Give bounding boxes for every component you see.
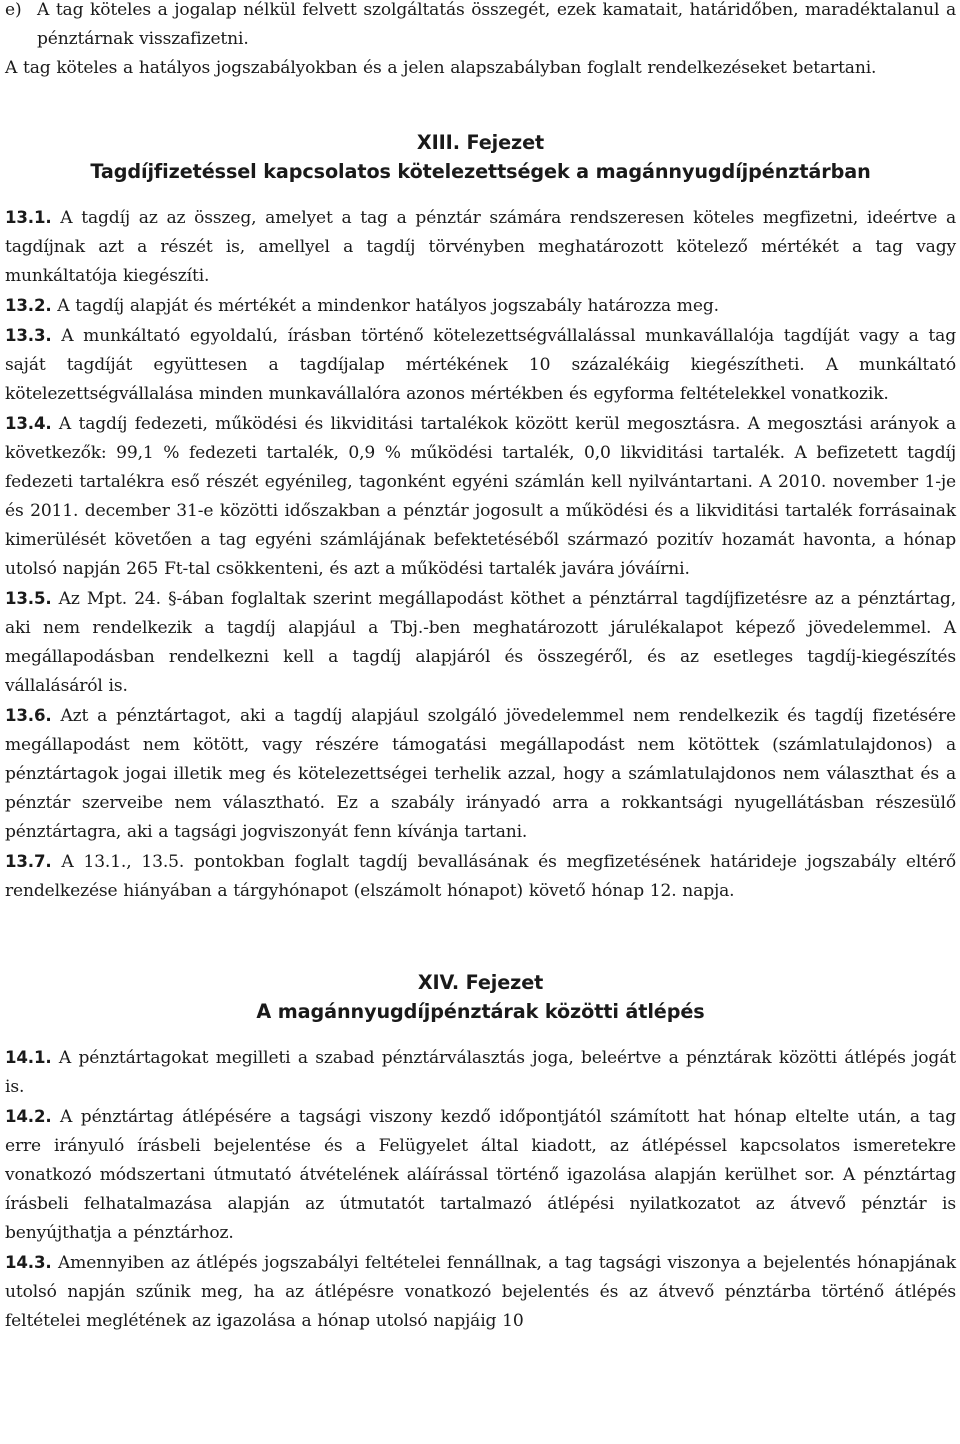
section-number: 14.3.	[5, 1253, 52, 1272]
section-number: 13.7.	[5, 852, 52, 871]
document-page	[5, 0, 956, 1336]
paragraph-obligation: A tag köteles a hatályos jogszabályokban és a jelen alapszabályban foglalt rendelkezéseket betartani.	[5, 58, 877, 78]
section-13-1	[5, 203, 956, 291]
section-text: A tagdíj fedezeti, működési és likviditási tartalékok között kerül megosztásra. A megosztási arányok a következők: 99,1 % fedezeti tartalék, 0,9 % működési tartalék, 0,0 likviditási tartalék. A befizetett tagdíj fedezeti tartalékra eső részét egyénileg, tagonként egyéni számlán kell nyilvántartani. A 2010. november 1-je és 2011. december 31-e közötti időszakban a pénztár jogosult a működési és a likviditási tartalék forrásainak kimerülését követően a tag egyéni számlájának befektetéséből származó pozitív hozamát havonta, a hónap utolsó napján 265 Ft-tal csökkenteni, és azt a működési tartalék javára jóváírni.	[5, 414, 956, 579]
list-marker: e)	[5, 0, 22, 20]
list-item-e	[5, 0, 956, 54]
chapter-13-title: XIII. Fejezet	[416, 131, 545, 154]
chapter-13-subtitle: Tagdíjfizetéssel kapcsolatos kötelezettségek a magánnyugdíjpénztárban	[90, 160, 871, 183]
section-text: A tagdíj alapját és mértékét a mindenkor hatályos jogszabály határozza meg.	[57, 296, 719, 316]
section-number: 13.1.	[5, 208, 52, 227]
chapter-14-subtitle: A magánnyugdíjpénztárak közötti átlépés	[256, 1000, 705, 1023]
section-text: Az Mpt. 24. §-ában foglaltak szerint megállapodást köthet a pénztárral tagdíjfizetésre az a pénztártag, aki nem rendelkezik a tagdíj alapjául a Tbj.-ben meghatározott járulékalapot képező jövedelemmel. A megállapodásban rendelkezni kell a tagdíj alapjáról és összegéről, és az esetleges tagdíj-kiegészítés vállalásáról is.	[5, 589, 956, 696]
chapter-14-title: XIV. Fejezet	[417, 971, 544, 994]
list-item-text: A tag köteles a jogalap nélkül felvett szolgáltatás összegét, ezek kamatait, határidőben, maradéktalanul a pénztárnak visszafizetni.	[37, 0, 956, 49]
section-13-5	[5, 584, 956, 701]
section-number: 13.5.	[5, 589, 52, 608]
section-14-3	[5, 1248, 956, 1336]
section-13-7	[5, 847, 956, 906]
section-text: Amennyiben az átlépés jogszabályi feltételei fennállnak, a tag tagsági viszonya a bejelentés hónapjának utolsó napján szűnik meg, ha az átlépésre vonatkozó bejelentés és az átvevő pénztárba történő átlépés feltételei meglétének az igazolása a hónap utolsó napjáig 10	[5, 1253, 956, 1331]
section-13-2	[5, 291, 956, 321]
section-text: A pénztártag átlépésére a tagsági viszony kezdő időpontjától számított hat hónap eltelte után, a tag erre irányuló írásbeli bejelentése és a Felügyelet által kiadott, az átlépéssel kapcsolatos ismeretekre vonatkozó módszertani útmutató átvételének aláírással történő igazolása alapján kerülhet sor. A pénztártag írásbeli felhatalmazása alapján az útmutatót tartalmazó átlépési nyilatkozatot az átvevő pénztár is benyújthatja a pénztárhoz.	[5, 1107, 956, 1243]
section-14-1	[5, 1043, 956, 1102]
section-text: Azt a pénztártagot, aki a tagdíj alapjául szolgáló jövedelemmel nem rendelkezik és tagdíj fizetésére megállapodást nem kötött, vagy részére támogatási megállapodást nem kötöttek (számlatulajdonos) a pénztártagok jogai illetik meg és kötelezettségei terhelik azzal, hogy a számlatulajdonos nem választhat és a pénztár szerveibe nem választható. Ez a szabály irányadó arra a rokkantsági nyugellátásban részesülő pénztártagra, aki a tagsági jogviszonyát fenn kívánja tartani.	[5, 706, 956, 842]
section-number: 13.4.	[5, 414, 52, 433]
section-text: A pénztártagokat megilleti a szabad pénztárválasztás joga, beleértve a pénztárak közötti átlépés jogát is.	[5, 1048, 956, 1097]
section-text: A tagdíj az az összeg, amelyet a tag a pénztár számára rendszeresen köteles megfizetni, ideértve a tagdíjnak azt a részét is, amellyel a tagdíj törvényben meghatározott kötelező mértékét a tag vagy munkáltatója kiegészíti.	[5, 208, 956, 286]
section-number: 14.2.	[5, 1107, 52, 1126]
section-13-3	[5, 321, 956, 409]
chapter-13-section	[5, 203, 956, 906]
section-13-4	[5, 409, 956, 584]
section-number: 14.1.	[5, 1048, 52, 1067]
section-13-6	[5, 701, 956, 847]
section-number: 13.6.	[5, 706, 52, 725]
section-number: 13.3.	[5, 326, 52, 345]
section-number: 13.2.	[5, 296, 52, 315]
section-text: A munkáltató egyoldalú, írásban történő kötelezettségvállalással munkavállalója tagdíját vagy a tag saját tagdíját együttesen a tagdíjalap mértékének 10 százalékáig kiegészítheti. A munkáltató kötelezettségvállalása minden munkavállalóra azonos mértékben és egyforma feltételekkel vonatkozik.	[5, 326, 956, 404]
section-text: A 13.1., 13.5. pontokban foglalt tagdíj bevallásának és megfizetésének határideje jogszabály eltérő rendelkezése hiányában a tárgyhónapot (elszámolt hónapot) követő hónap 12. napja.	[5, 852, 956, 901]
section-14-2	[5, 1102, 956, 1248]
chapter-14-section	[5, 1043, 956, 1336]
